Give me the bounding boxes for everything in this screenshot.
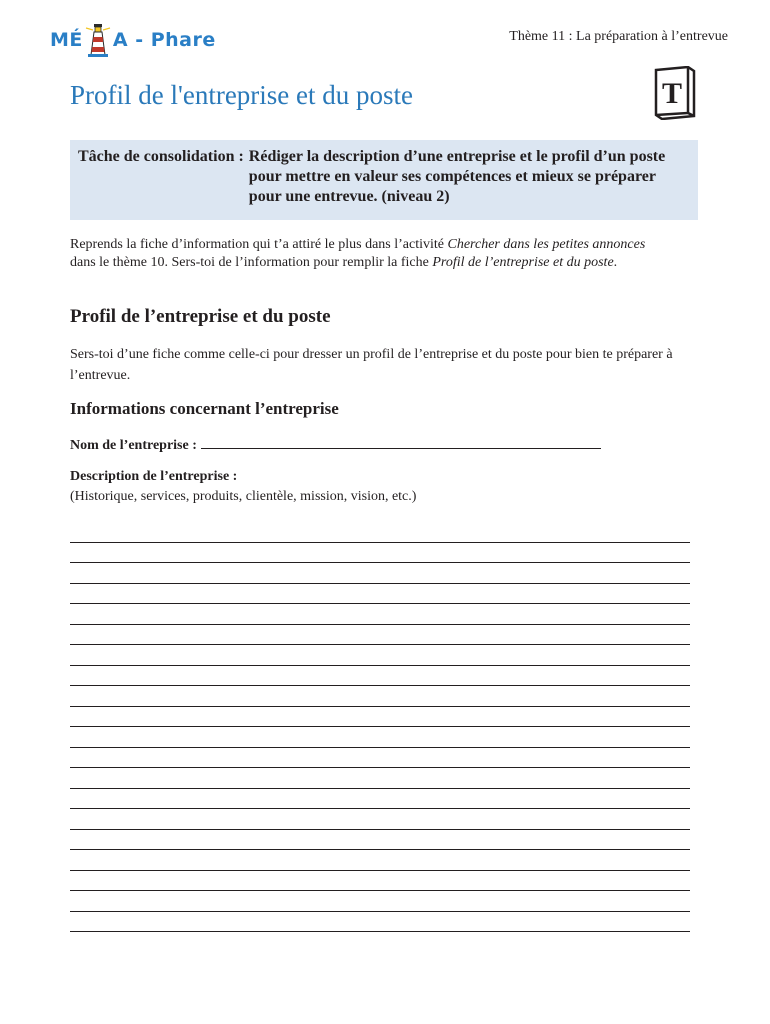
t-book-icon (648, 66, 698, 120)
writing-line[interactable] (70, 912, 690, 933)
logo-text-right: A - Phare (112, 29, 216, 51)
writing-line[interactable] (70, 666, 690, 687)
company-name-field (70, 436, 601, 454)
writing-line[interactable] (70, 645, 690, 666)
section-description: Sers-toi d’une fiche comme celle-ci pour dresser un profil de l’entreprise et du poste pour bien te préparer à l’entrevue. (70, 347, 673, 383)
intro-paragraph (70, 236, 670, 272)
section-title: Profil de l’entreprise et du poste (70, 306, 331, 327)
writing-line[interactable] (70, 522, 690, 543)
intro-part-1: Reprends la fiche d’information qui t’a attiré le plus dans l’activité (70, 237, 448, 252)
page-title: Profil de l'entreprise et du poste (70, 80, 414, 110)
writing-line[interactable] (70, 543, 690, 564)
intro-italic-1: Chercher dans les petites annonces (447, 237, 646, 252)
writing-line[interactable] (70, 604, 690, 625)
writing-line[interactable] (70, 871, 690, 892)
writing-line[interactable] (70, 625, 690, 646)
lighthouse-icon (85, 23, 111, 57)
intro-part-2: dans le thème 10. Sers-toi de l’information pour remplir la fiche (70, 255, 433, 270)
task-text: Rédiger la description d’une entreprise et le profil d’un poste pour mettre en valeur ses compétences et mieux se préparer pour une entrevue. (niveau 2) (248, 148, 666, 205)
company-heading: Informations concernant l’entreprise (70, 399, 339, 418)
writing-line[interactable] (70, 809, 690, 830)
writing-line[interactable] (70, 707, 690, 728)
logo-text-left: MÉ (50, 29, 83, 51)
writing-line[interactable] (70, 768, 690, 789)
company-description-label: Description de l’entreprise : (70, 469, 238, 484)
task-box (70, 140, 698, 220)
writing-lines[interactable] (70, 522, 690, 932)
writing-line[interactable] (70, 850, 690, 871)
book-icon-letter: T (661, 77, 683, 110)
writing-line[interactable] (70, 891, 690, 912)
intro-italic-2: Profil de l’entreprise et du poste (432, 255, 614, 270)
writing-line[interactable] (70, 727, 690, 748)
company-name-blank[interactable] (201, 436, 601, 449)
theme-label: Thème 11 : La préparation à l’entrevue (509, 29, 728, 44)
writing-line[interactable] (70, 686, 690, 707)
logo (50, 22, 216, 58)
writing-line[interactable] (70, 789, 690, 810)
company-description-hint: (Historique, services, produits, clientèle, mission, vision, etc.) (70, 489, 417, 504)
writing-line[interactable] (70, 584, 690, 605)
task-label: Tâche de consolidation : (78, 148, 244, 165)
writing-line[interactable] (70, 748, 690, 769)
company-name-label: Nom de l’entreprise : (70, 438, 197, 453)
writing-line[interactable] (70, 830, 690, 851)
intro-part-3: . (613, 255, 618, 270)
writing-line[interactable] (70, 563, 690, 584)
